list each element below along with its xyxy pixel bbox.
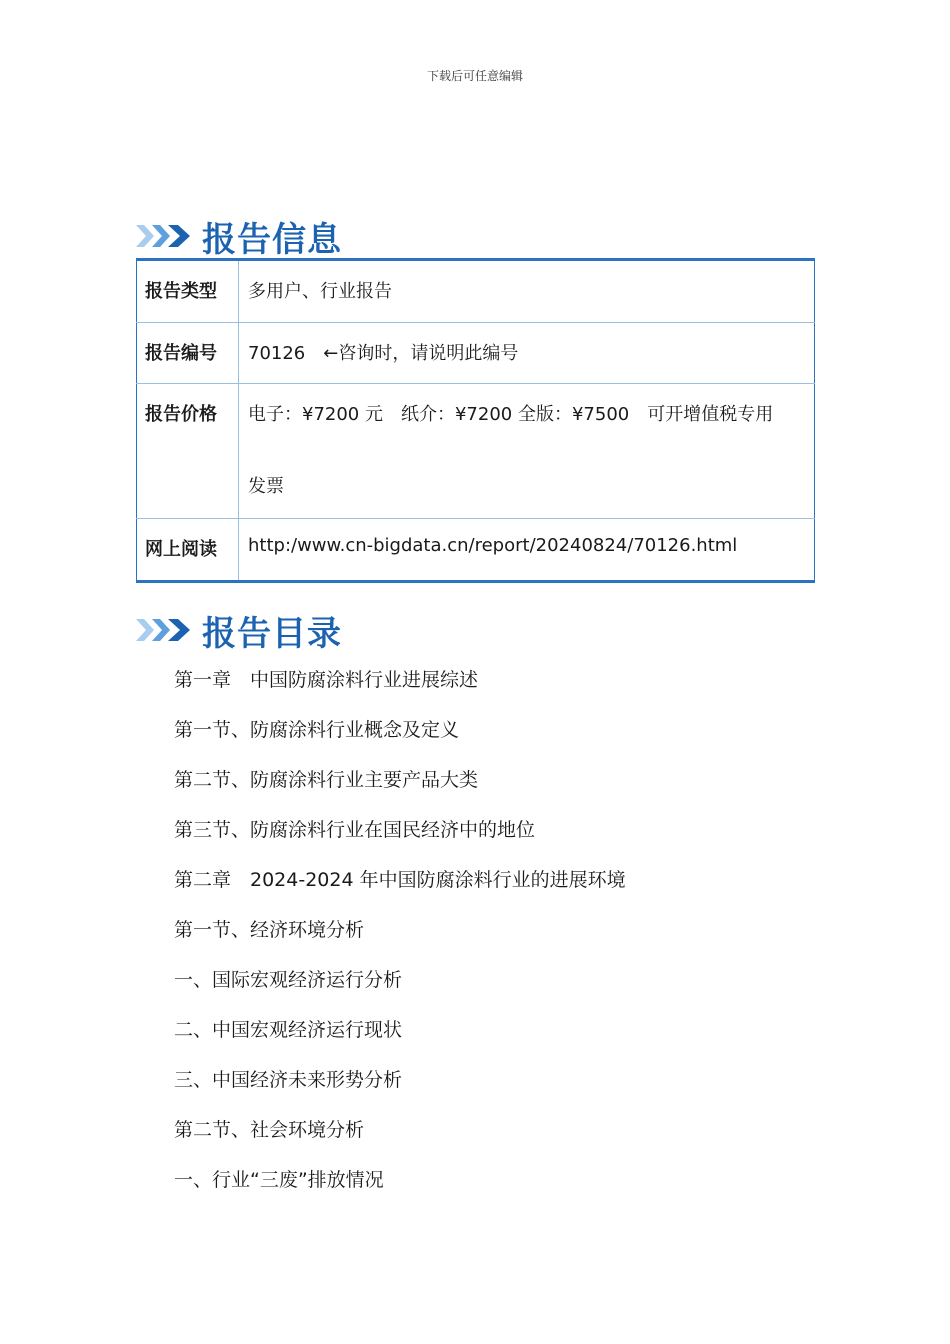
row-value: 多用户、行业报告 [239, 260, 815, 323]
table-row [137, 519, 815, 582]
row-label: 报告编号 [137, 323, 239, 384]
toc-item: 第一节、经济环境分析 [174, 919, 365, 941]
report-info-table [136, 258, 815, 583]
section-title: 报告信息 [202, 219, 342, 260]
section-title: 报告目录 [202, 613, 342, 654]
toc-item: 第二节、防腐涂料行业主要产品大类 [174, 769, 479, 791]
toc-item: 三、中国经济未来形势分析 [174, 1069, 403, 1091]
triple-chevron-icon [136, 221, 194, 251]
toc-heading [136, 608, 342, 652]
table-row [137, 384, 815, 519]
toc-item: 二、中国宏观经济运行现状 [174, 1019, 403, 1041]
price-value-continued: 发票 [248, 476, 284, 497]
table-row [137, 260, 815, 323]
triple-chevron-icon [136, 615, 194, 645]
row-value: 70126 ←咨询时，请说明此编号 [239, 323, 815, 384]
toc-item: 第一节、防腐涂料行业概念及定义 [174, 719, 460, 741]
report-info-heading [136, 214, 342, 258]
row-label: 报告价格 [137, 384, 239, 519]
table-of-contents [174, 665, 626, 1215]
toc-item: 第二章 2024-2024 年中国防腐涂料行业的进展环境 [174, 869, 626, 891]
price-cell [239, 384, 815, 519]
toc-item: 第一章 中国防腐涂料行业进展综述 [174, 669, 479, 691]
table-row [137, 323, 815, 384]
price-value: 电子：¥7200 元 纸介：¥7200 全版：¥7500 可开增值税专用 [248, 404, 774, 425]
header-note: 下载后可任意编辑 [426, 69, 523, 83]
toc-item: 第二节、社会环境分析 [174, 1119, 365, 1141]
row-label: 网上阅读 [137, 519, 239, 582]
toc-item: 第三节、防腐涂料行业在国民经济中的地位 [174, 819, 536, 841]
toc-item: 一、行业“三废”排放情况 [174, 1169, 384, 1191]
toc-item: 一、国际宏观经济运行分析 [174, 969, 403, 991]
row-label: 报告类型 [137, 260, 239, 323]
report-url-link[interactable]: http:/www.cn-bigdata.cn/report/20240824/70126.html [239, 519, 815, 582]
